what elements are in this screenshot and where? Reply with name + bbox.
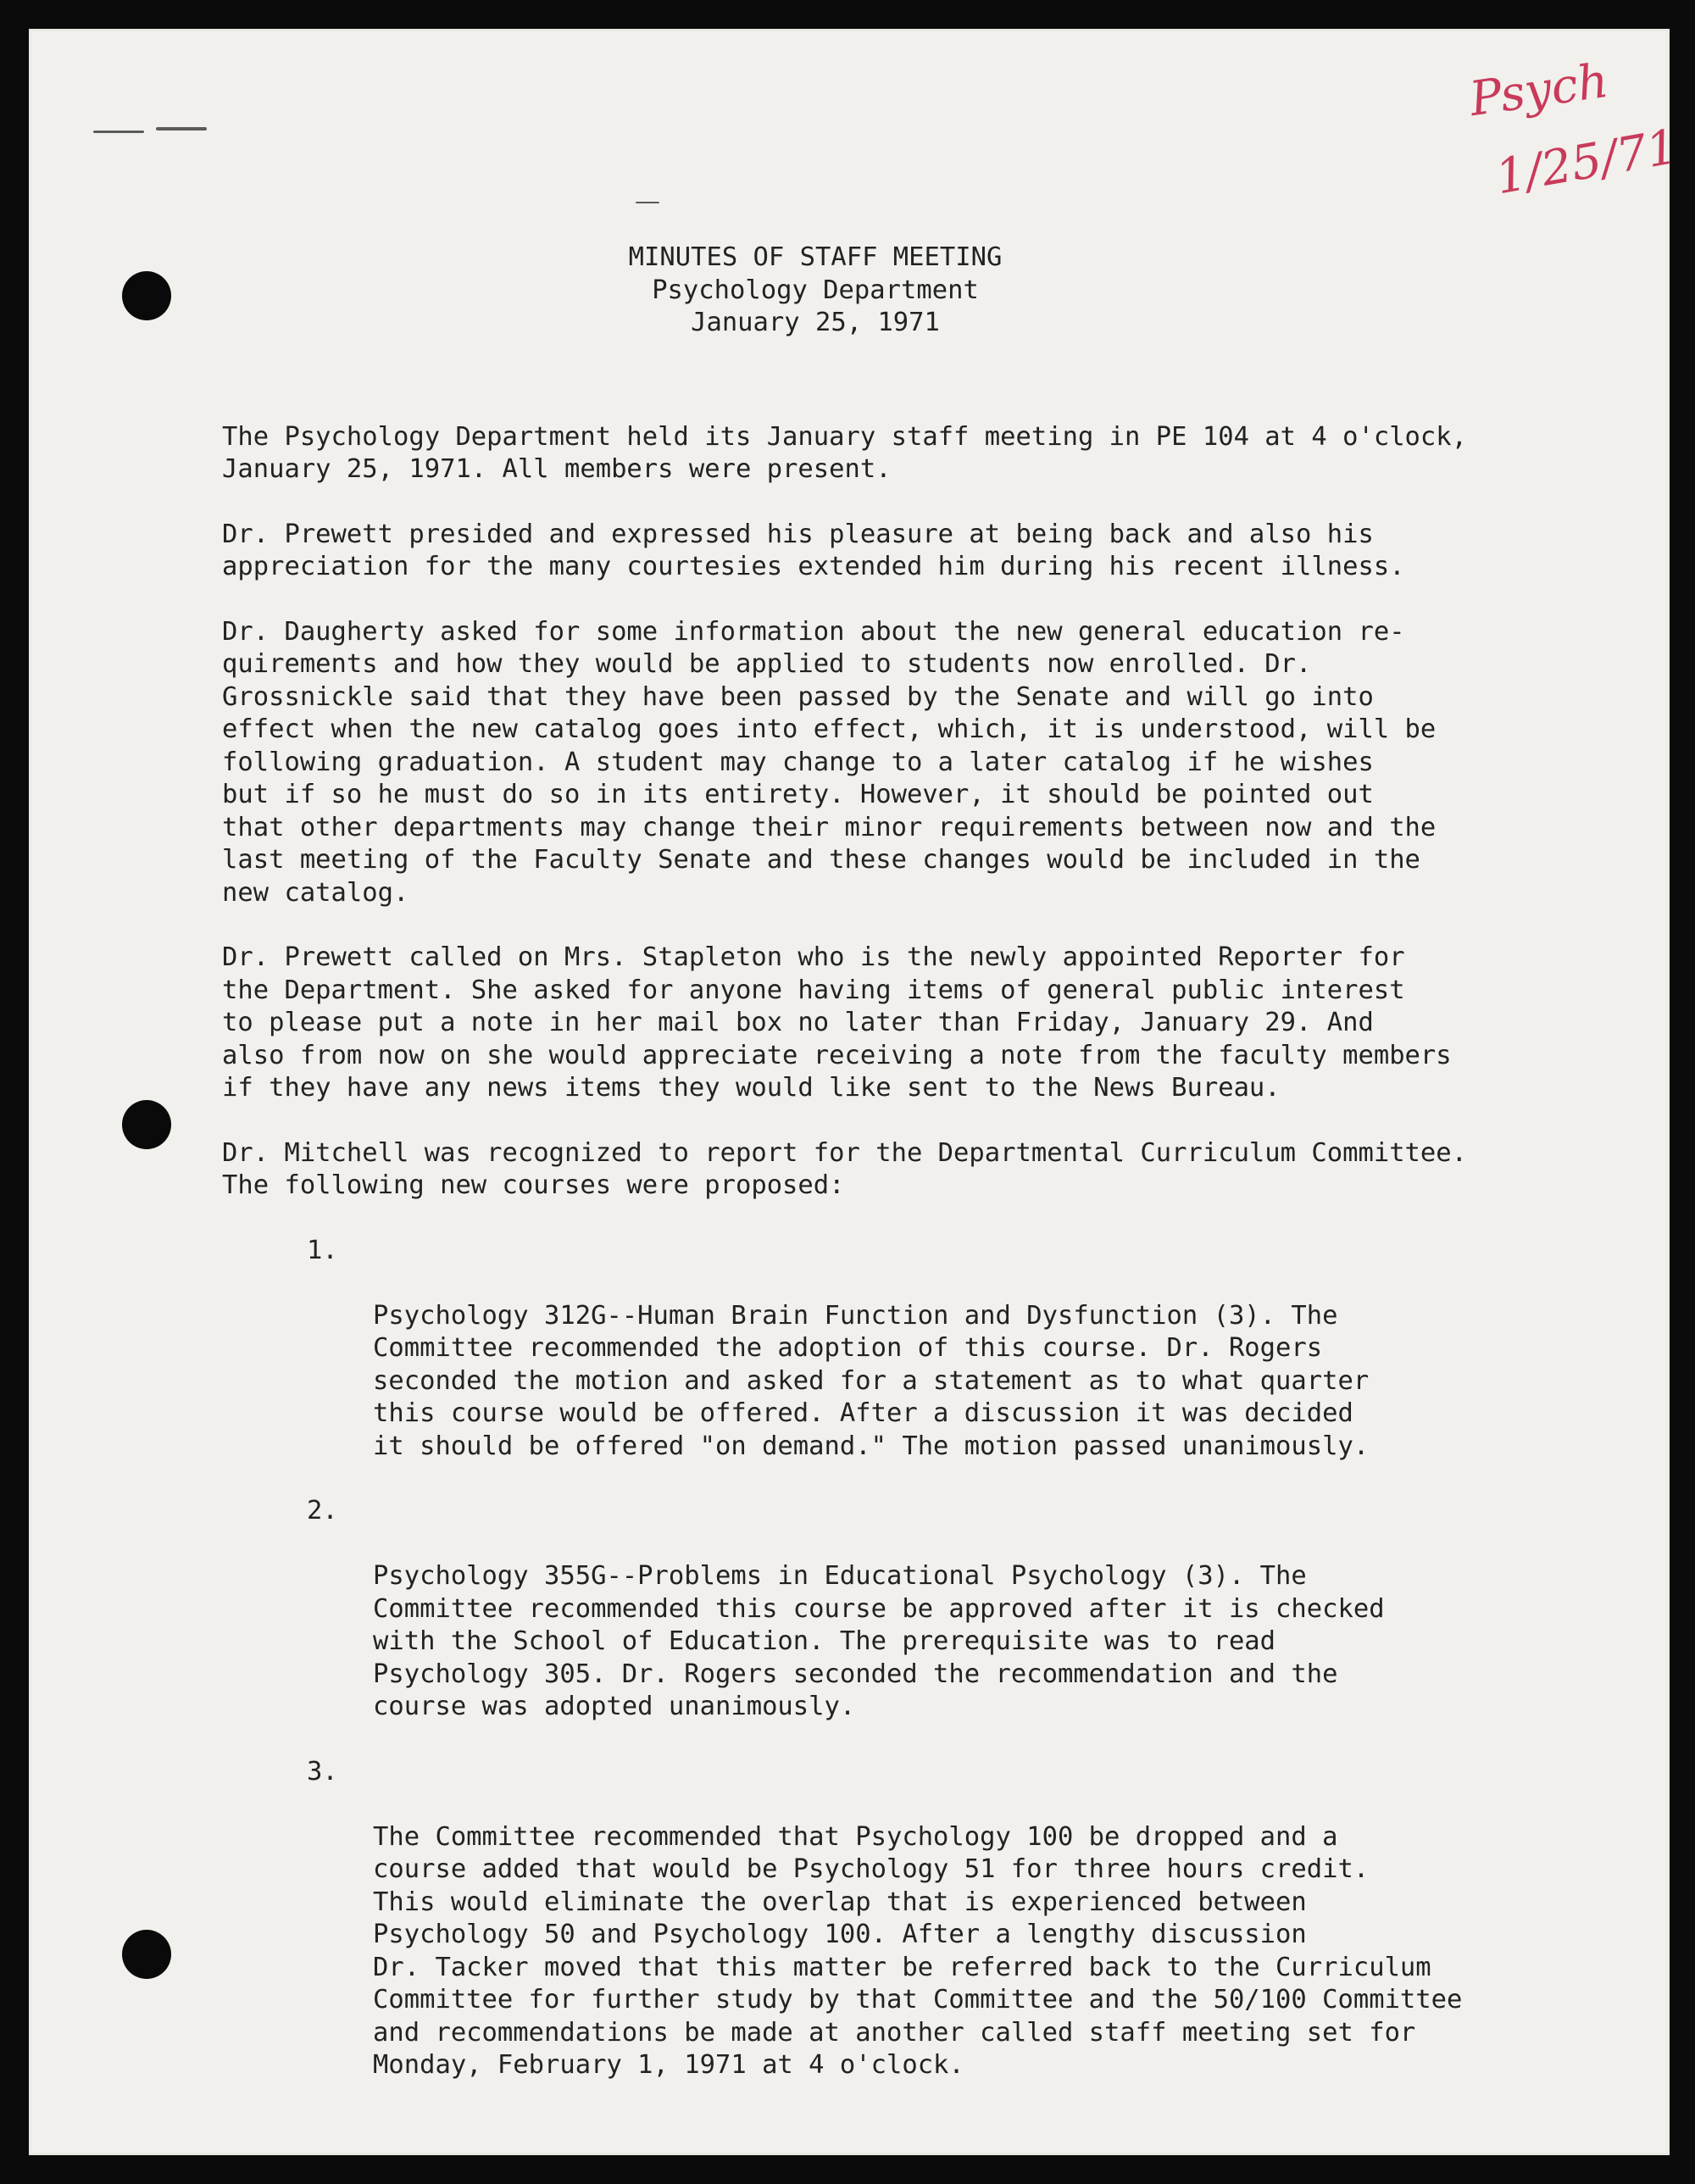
document-title: MINUTES OF STAFF MEETING bbox=[628, 242, 1003, 272]
list-item-text: Psychology 312G--Human Brain Function and Dysfunction (3). The Committee recommended the adoption of this course. Dr. Rogers seconded the motion and asked for a statement as to what quarter this course would be offered. After a discussion it was decided it should be offered "on demand." The motion passed unanimously. bbox=[373, 1300, 1370, 1461]
list-item bbox=[222, 1235, 1527, 1464]
annotation-subject: Psych bbox=[1466, 53, 1612, 128]
punch-hole-bottom bbox=[122, 1930, 171, 1979]
list-item bbox=[222, 1495, 1527, 1724]
document-body bbox=[222, 242, 1527, 2115]
paragraph-curriculum-committee: Dr. Mitchell was recognized to report for the Departmental Curriculum Committee. The following new courses were proposed: bbox=[222, 1137, 1468, 1200]
annotation-date: 1/25/71 bbox=[1491, 119, 1681, 206]
list-item-text: The Committee recommended that Psychology 100 be dropped and a course added that would be Psychology 51 for three hours credit. This would eliminate the overlap that is experienced between Psychology 50 and Psychology 100. After a lengthy discussion Dr. Tacker moved that this matter be referred back to the Curriculum Committee for further study by that Committee and the 50/100 Committee and recommendations be made at another called staff meeting set for Monday, February 1, 1971 at 4 o'clock. bbox=[373, 1821, 1463, 2080]
pencil-mark bbox=[156, 127, 207, 131]
list-item-number: 2. bbox=[307, 1496, 338, 1525]
list-item-number: 1. bbox=[307, 1235, 338, 1265]
proposed-courses-list bbox=[222, 1235, 1527, 2082]
punch-hole-middle bbox=[122, 1100, 171, 1149]
paragraph-general-education: Dr. Daugherty asked for some information about the new general education re- quirements and how they would be applied to students now enrolled. Dr. Grossnickle said that they have been passed by the Senate and will go into effect when the new catalog goes into effect, which, it is understood, will be following graduation. A student may change to a later catalog if he wishes but if so he must do so in its entirety. However, it should be pointed out that other departments may change their minor requirements between now and the last meeting of the Faculty Senate and these changes would be included in the new catalog. bbox=[222, 616, 1437, 908]
list-item bbox=[222, 1756, 1527, 2082]
pencil-mark bbox=[93, 131, 144, 133]
document-header bbox=[222, 242, 1409, 340]
list-item-number: 3. bbox=[307, 1756, 338, 1787]
paragraph-reporter: Dr. Prewett called on Mrs. Stapleton who is the newly appointed Reporter for the Department. She asked for anyone having items of general public interest to please put a note in her mail box no later than Friday, January 29. And also from now on she would appreciate receiving a note from the faculty members if they have any news items they would like sent to the News Bureau. bbox=[222, 942, 1452, 1103]
department-name: Psychology Department bbox=[652, 275, 979, 305]
punch-hole-top bbox=[122, 271, 171, 320]
pencil-mark bbox=[636, 202, 659, 203]
paragraph-prewett-presided: Dr. Prewett presided and expressed his pleasure at being back and also his appreciation for the many courtesies extended him during his recent illness. bbox=[222, 519, 1405, 581]
list-item-text: Psychology 355G--Problems in Educational Psychology (3). The Committee recommended this course be approved after it is checked with the School of Education. The prerequisite was to read Psychology 305. Dr. Rogers seconded the recommendation and the course was adopted unanimously. bbox=[373, 1561, 1385, 1721]
handwritten-annotation bbox=[1466, 53, 1681, 207]
paragraph-attendance: The Psychology Department held its January staff meeting in PE 104 at 4 o'clock, January 25, 1971. All members were present. bbox=[222, 421, 1468, 484]
meeting-date: January 25, 1971 bbox=[691, 308, 940, 337]
